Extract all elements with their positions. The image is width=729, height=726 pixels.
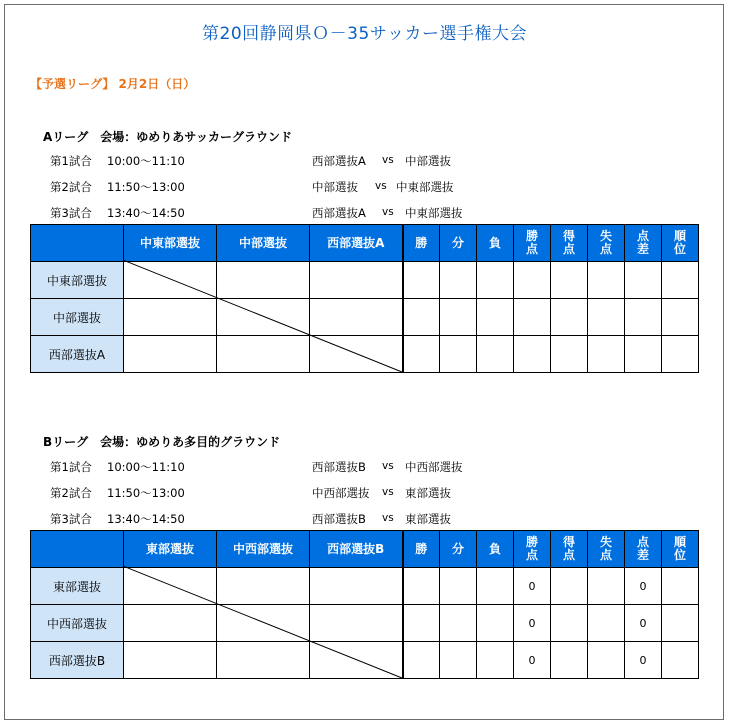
match-time: 11:50～13:00	[107, 180, 185, 194]
match-time: 10:00～11:10	[107, 460, 185, 474]
match-label: 第2試合	[50, 486, 92, 500]
header-win: 勝	[403, 531, 440, 568]
column-header: 東部選抜	[124, 531, 217, 568]
header-goal-diff: 点 差	[625, 531, 662, 568]
column-header: 中東部選抜	[124, 225, 217, 262]
match-label: 第3試合	[50, 512, 92, 526]
corner-header-cell	[31, 531, 124, 568]
match-team-b: 東部選抜	[405, 486, 451, 500]
header-goals-against: 失 点	[588, 531, 625, 568]
match-team-a: 西部選抜B	[312, 512, 366, 526]
match-label: 第2試合	[50, 180, 92, 194]
goal-diff-cell	[625, 336, 662, 373]
match-vs: vs	[382, 154, 394, 166]
match-time: 11:50～13:00	[107, 486, 185, 500]
points-cell: 0	[514, 605, 551, 642]
row-team-name: 中西部選抜	[31, 605, 124, 642]
match-vs: vs	[382, 512, 394, 524]
table-row	[31, 262, 699, 299]
header-draw: 分	[440, 225, 477, 262]
points-cell	[514, 336, 551, 373]
goal-diff-cell	[625, 262, 662, 299]
goal-diff-cell: 0	[625, 642, 662, 679]
row-team-name: 西部選抜B	[31, 642, 124, 679]
league-a-match-3	[50, 205, 650, 221]
match-team-b: 中部選抜	[405, 154, 451, 168]
goal-diff-cell: 0	[625, 568, 662, 605]
goal-diff-cell	[625, 299, 662, 336]
match-time: 10:00～11:10	[107, 154, 185, 168]
match-team-a: 中西部選抜	[312, 486, 370, 500]
column-header: 中西部選抜	[217, 531, 310, 568]
row-team-name: 西部選抜A	[31, 336, 124, 373]
match-team-b: 中西部選抜	[405, 460, 463, 474]
round-subtitle: 【予選リーグ】 2月2日（日）	[30, 77, 196, 91]
header-loss: 負	[477, 531, 514, 568]
points-cell: 0	[514, 568, 551, 605]
header-goals-for: 得 点	[551, 225, 588, 262]
match-team-a: 中部選抜	[312, 180, 358, 194]
match-team-a: 西部選抜A	[312, 206, 366, 220]
row-team-name: 中部選抜	[31, 299, 124, 336]
league-a-standings-table	[30, 224, 699, 373]
header-rank: 順 位	[662, 225, 699, 262]
match-team-b: 中東部選抜	[405, 206, 463, 220]
match-label: 第3試合	[50, 206, 92, 220]
league-b-match-2	[50, 485, 650, 501]
league-b-standings-table	[30, 530, 699, 679]
match-time: 13:40～14:50	[107, 206, 185, 220]
header-points: 勝 点	[514, 225, 551, 262]
goal-diff-cell: 0	[625, 605, 662, 642]
match-vs: vs	[382, 460, 394, 472]
league-b-match-3	[50, 511, 650, 527]
league-a-match-1	[50, 153, 650, 169]
match-team-a: 西部選抜B	[312, 460, 366, 474]
table-row	[31, 299, 699, 336]
table-header-row	[31, 531, 699, 568]
table-header-row	[31, 225, 699, 262]
match-team-b: 東部選抜	[405, 512, 451, 526]
match-team-b: 中東部選抜	[396, 180, 454, 194]
page-title: 第20回静岡県Ｏ－35サッカー選手権大会	[202, 24, 527, 44]
header-draw: 分	[440, 531, 477, 568]
match-team-a: 西部選抜A	[312, 154, 366, 168]
points-cell	[514, 299, 551, 336]
table-row	[31, 642, 699, 679]
table-row	[31, 605, 699, 642]
league-a-match-2	[50, 179, 650, 195]
column-header: 西部選抜A	[310, 225, 403, 262]
table-row	[31, 568, 699, 605]
corner-header-cell	[31, 225, 124, 262]
points-cell: 0	[514, 642, 551, 679]
header-points: 勝 点	[514, 531, 551, 568]
match-label: 第1試合	[50, 460, 92, 474]
match-label: 第1試合	[50, 154, 92, 168]
header-rank: 順 位	[662, 531, 699, 568]
match-vs: vs	[375, 180, 387, 192]
header-goals-for: 得 点	[551, 531, 588, 568]
row-team-name: 東部選抜	[31, 568, 124, 605]
column-header: 西部選抜B	[310, 531, 403, 568]
league-b-heading: Bリーグ 会場：ゆめりあ多目的グラウンド	[43, 435, 281, 449]
header-win: 勝	[403, 225, 440, 262]
points-cell	[514, 262, 551, 299]
league-b-match-1	[50, 459, 650, 475]
header-goals-against: 失 点	[588, 225, 625, 262]
match-vs: vs	[382, 206, 394, 218]
header-loss: 負	[477, 225, 514, 262]
league-a-heading: Aリーグ 会場：ゆめりあサッカーグラウンド	[43, 130, 293, 144]
table-row	[31, 336, 699, 373]
row-team-name: 中東部選抜	[31, 262, 124, 299]
match-time: 13:40～14:50	[107, 512, 185, 526]
match-vs: vs	[382, 486, 394, 498]
column-header: 中部選抜	[217, 225, 310, 262]
header-goal-diff: 点 差	[625, 225, 662, 262]
